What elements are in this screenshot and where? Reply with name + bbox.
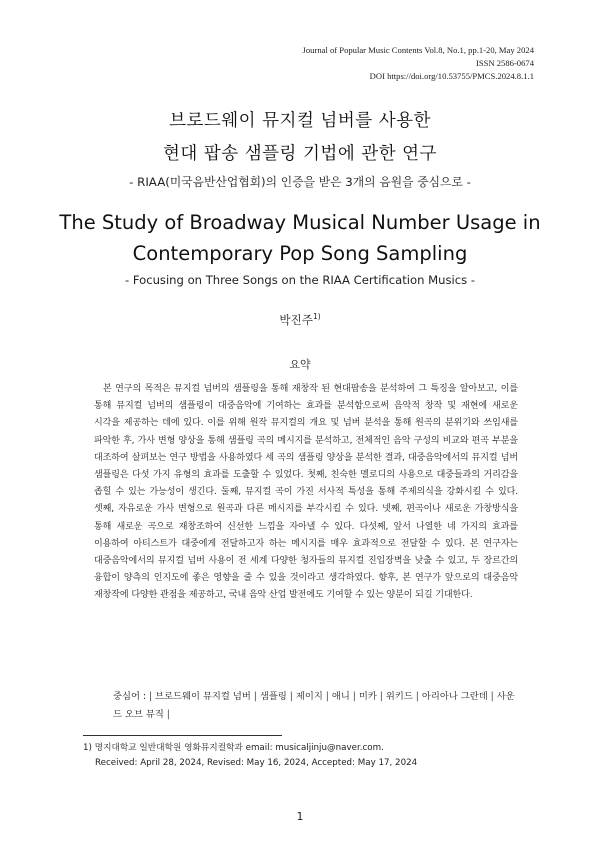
keyword: 브로드웨이 뮤지컬 넘버: [155, 691, 251, 702]
keyword: 사운드 오브 뮤직: [113, 691, 515, 720]
keyword: 미카: [358, 691, 377, 702]
author: [0, 312, 600, 328]
journal-issn: ISSN 2586-0674: [475, 58, 534, 68]
keyword: 애니: [331, 691, 350, 702]
footnote-divider: [83, 735, 282, 736]
korean-subtitle: - RIAA(미국음반산업협회)의 인증을 받은 3개의 음원을 중심으로 -: [129, 175, 471, 189]
english-title-line-1: The Study of Broadway Musical Number Usage in: [59, 211, 541, 234]
keywords-list: | 브로드웨이 뮤지컬 넘버 | 샘플링 | 제이지 | 애니 | 미카 | 위키드 | 아리아나 그란데 | 사운드 오브 뮤직 |: [113, 691, 515, 720]
korean-title-line-1: 브로드웨이 뮤지컬 넘버를 사용한: [169, 111, 431, 131]
journal-doi[interactable]: DOI https://doi.org/10.53755/PMCS.2024.8.1.1: [369, 71, 534, 81]
abstract-body: 본 연구의 목적은 뮤지컬 넘버의 샘플링을 통해 재창작 된 현대팝송을 분석하여 그 특징을 알아보고, 이를 통해 뮤지컬 넘버의 샘플링이 대중음악에 기여하는 효과를 분석함으로써 음악적 창작 및 재현에 새로운 시각을 제공하는 데에 있다. 이를 위해 원작 뮤지컬의 개요 및 넘버 분석을 통해 원곡의 분위기와 쓰임새를 파악한 후, 가사 변형 양상을 통해 샘플링 곡의 메시지를 분석하고, 전체적인 음악 구성의 비교와 편곡 부분을 대조하여 살펴보는 연구 방법을 사용하였다 세 곡의 샘플링 양상을 분석한 결과, 대중음악에서의 뮤지컬 넘버 샘플링은 다섯 가지 유형의 효과를 도출할 수 있었다. 첫째, 친숙한 멜로디의 사용으로 대중들과의 거리감을 좁힐 수 있는 가능성이 생긴다. 둘째, 뮤지컬 곡이 가진 서사적 특성을 통해 주제의식을 강화시킬 수 있다. 셋째, 자유로운 가사 변형으로 원곡과 다른 메시지를 부각시킬 수 있다. 넷째, 편곡이나 새로운 가창방식을 통해 새로운 곡으로 재창조하여 신선한 느낌을 자아낼 수 있다. 다섯째, 앞서 나열한 네 가지의 효과를 이용하여 아티스트가 대중에게 전달하고자 하는 메시지를 매우 효과적으로 전달할 수 있다. 본 연구자는 대중음악에서의 뮤지컬 넘버 사용이 전 세계 다양한 청자들의 뮤지컬 진입장벽을 낮출 수 있고, 두 장르간의 융합이 양측의 인지도에 좋은 영향을 줄 수 있을 것이라고 생각하였다. 향후, 본 연구가 앞으로의 대중음악 재창작에 다양한 관점을 제공하고, 국내 음악 산업 발전에도 기여할 수 있는 양분이 되길 기대한다.: [94, 384, 518, 601]
footnote-affiliation: 1) 명지대학교 일반대학원 영화뮤지컬학과 email: musicaljinju@naver.com.: [83, 743, 384, 753]
keywords: [113, 688, 518, 724]
author-footnote-mark: 1): [312, 312, 321, 322]
journal-info: [303, 44, 534, 83]
english-subtitle: - Focusing on Three Songs on the RIAA Certification Musics -: [124, 273, 475, 287]
footnote-dates: Received: April 28, 2024, Revised: May 16, 2024, Accepted: May 17, 2024: [95, 758, 418, 768]
footnote: [83, 741, 533, 771]
keywords-label: 중심어 :: [113, 691, 147, 702]
keyword: 아리아나 그란데: [421, 691, 488, 702]
author-name: 박진주: [279, 313, 313, 327]
page-number: 1: [296, 810, 304, 823]
keyword: 샘플링: [259, 691, 287, 702]
journal-citation: Journal of Popular Music Contents Vol.8, No.1, pp.1-20, May 2024: [302, 45, 534, 55]
keyword: 제이지: [295, 691, 323, 702]
korean-title-line-2: 현대 팝송 샘플링 기법에 관한 연구: [163, 144, 437, 164]
keyword: 위키드: [385, 691, 413, 702]
abstract-heading: 요약: [289, 358, 311, 371]
english-title-line-2: Contemporary Pop Song Sampling: [132, 242, 468, 265]
